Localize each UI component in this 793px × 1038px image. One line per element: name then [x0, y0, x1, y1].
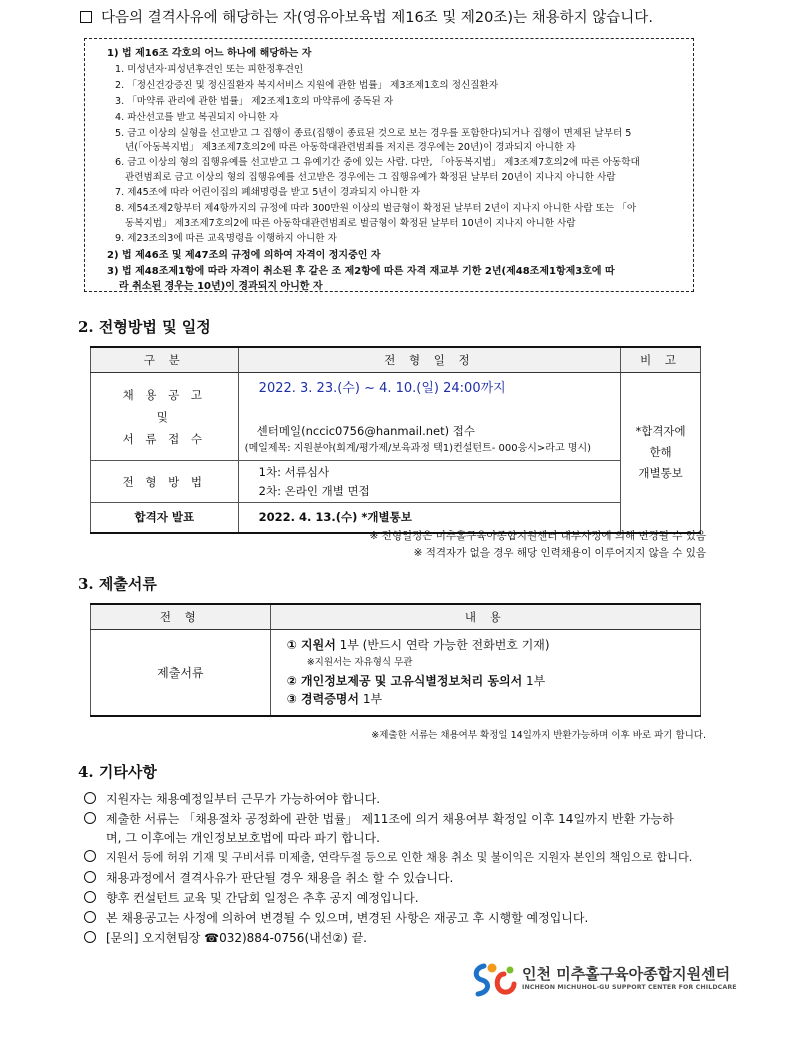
schedule-header-schedule: 전 형 일 정 [238, 347, 620, 373]
disq-item: 1. 미성년자·피성년후견인 또는 피한정후견인 [115, 64, 304, 75]
email-cell [238, 421, 620, 461]
circle-bullet-icon [84, 792, 96, 804]
reception-label: 채 용 공 고 [122, 387, 207, 402]
schedule-header-category: 구 분 [91, 347, 239, 373]
disq-item: 5. 금고 이상의 실형을 선고받고 그 집행이 종료(집행이 종료된 것으로 보는 경우를 포함한다)되거나 집행이 면제된 날부터 5 [115, 128, 632, 139]
remark-line: *합격자에 [635, 423, 686, 438]
org-name: 인천 미추홀구육아종합지원센터 [522, 965, 731, 983]
misc-item-text: 지원서 등에 허위 기재 및 구비서류 미제출, 연락두절 등으로 인한 채용 취소 및 불이익은 지원자 본인의 책임으로 합니다. [106, 851, 693, 864]
email-line: 센터메일(nccic0756@hanmail.net) 접수 [256, 424, 475, 439]
result-value: 2022. 4. 13.(수) *개별통보 [238, 503, 620, 533]
documents-note: ※제출한 서류는 채용여부 확정일 14일까지 반환가능하며 이후 바로 파기 합니다. [371, 730, 706, 741]
documents-list [270, 630, 700, 716]
disq-heading-3-cont: 라 취소된 경우는 10년)이 경과되지 아니한 자 [119, 281, 323, 292]
method-step-1: 1차: 서류심사 [258, 464, 330, 479]
schedule-note-2: ※ 적격자가 없을 경우 해당 인력채용이 이루어지지 않을 수 있음 [413, 547, 706, 559]
disq-heading-2: 2) 법 제46조 및 제47조의 규정에 의하여 자격이 정지중인 자 [107, 250, 381, 261]
disq-heading-1: 1) 법 제16조 각호의 어느 하나에 해당하는 자 [107, 48, 312, 59]
section-3-title: 3. 제출서류 [78, 575, 157, 593]
doc-3-rest: 1부 [359, 692, 383, 707]
misc-item-text: 본 채용공고는 사정에 의하여 변경될 수 있으며, 변경된 사항은 재공고 후 시행할 예정입니다. [106, 911, 589, 925]
doc-2-rest: 1부 [522, 674, 546, 689]
disqualification-box [84, 38, 694, 292]
circle-bullet-icon [84, 850, 96, 862]
period-cell [238, 373, 620, 421]
doc-1 [287, 636, 700, 654]
documents-table [90, 603, 701, 717]
misc-item [84, 869, 453, 886]
schedule-header-remark: 비 고 [621, 347, 701, 373]
circle-bullet-icon [84, 911, 96, 923]
reception-label: 및 [156, 409, 172, 424]
remark-line: 한해 [649, 444, 672, 459]
misc-item [84, 889, 419, 906]
misc-item-text: 제출한 서류는 「채용절차 공정화에 관한 법률」 제11조에 의거 채용여부 확정일 이후 14일까지 반환 가능하 [106, 812, 674, 826]
misc-item-text: [문의] 오지현팀장 ☎032)884-0756(내선②) 끝. [106, 931, 367, 945]
section-4-title: 4. 기타사항 [78, 763, 157, 781]
misc-item-text: 향후 컨설턴트 교육 및 간담회 일정은 추후 공지 예정입니다. [106, 891, 419, 905]
doc-2-title: ② 개인정보제공 및 고유식별정보처리 동의서 [286, 674, 523, 689]
org-logo [470, 960, 737, 1000]
org-logo-icon [470, 960, 520, 998]
schedule-table [90, 346, 701, 534]
application-period: 2022. 3. 23.(수) ~ 4. 10.(일) 24:00까지 [258, 381, 506, 396]
reception-label: 서 류 접 수 [122, 431, 207, 446]
disq-item: 2. 「정신건강증진 및 정신질환자 복지서비스 지원에 관한 법률」 제3조제1호의 정신질환자 [115, 80, 499, 91]
documents-label: 제출서류 [91, 630, 271, 716]
circle-bullet-icon [84, 931, 96, 943]
method-step-2: 2차: 온라인 개별 면접 [258, 483, 370, 498]
circle-bullet-icon [84, 871, 96, 883]
misc-item-cont: 며, 그 이후에는 개인정보보호법에 따라 파기 합니다. [106, 831, 380, 845]
disq-heading-3: 3) 법 제48조제1항에 따라 자격이 취소된 후 같은 조 제2항에 따른 자격 재교부 기한 2년(제48조제1항제3호에 따 [107, 266, 615, 277]
schedule-note-1: ※ 전형일정은 미추홀구육아종합지원센터 내부사정에 의해 변경될 수 있음 [369, 530, 706, 542]
doc-3 [287, 690, 700, 708]
doc-1-title: ① 지원서 [286, 638, 336, 653]
disq-item: 9. 제23조의3에 따른 교육명령을 이행하지 아니한 자 [115, 233, 337, 244]
documents-header-type: 전 형 [91, 604, 271, 630]
disq-item: 3. 「마약류 관리에 관한 법률」 제2조제1호의 마약류에 중독된 자 [115, 96, 394, 107]
disq-item-cont: 년(「아동복지법」 제3조제7호의2에 따른 아동학대관련범죄를 저지른 경우에는 20년)이 경과되지 아니한 자 [125, 142, 576, 153]
doc-3-title: ③ 경력증명서 [286, 692, 359, 707]
email-subject: (메일제목: 지원분야(회계/평가제/보육과정 택1)컨설턴트- 000응시>라고 명시) [244, 443, 592, 455]
disq-item: 4. 파산선고를 받고 복권되지 아니한 자 [115, 112, 279, 123]
result-label: 합격자 발표 [91, 503, 239, 533]
doc-2 [287, 672, 700, 690]
remark-cell [621, 373, 701, 533]
misc-item [84, 929, 367, 946]
method-label: 전 형 방 법 [91, 461, 239, 503]
circle-bullet-icon [84, 891, 96, 903]
intro-line [80, 6, 653, 27]
disq-item: 6. 금고 이상의 형의 집행유예를 선고받고 그 유예기간 중에 있는 사람. 다만, 「아동복지법」 제3조제7호의2에 따른 아동학대 [115, 157, 640, 168]
checkbox-square-icon [80, 11, 92, 23]
intro-text: 다음의 결격사유에 해당하는 자(영유아보육법 제16조 및 제20조)는 채용하지 않습니다. [101, 10, 653, 26]
doc-1-rest: 1부 (반드시 연락 가능한 전화번호 기재) [335, 638, 550, 653]
method-cell [238, 461, 620, 503]
org-name-en: INCHEON MICHUHOL-GU SUPPORT CENTER FOR CHILDCARE [522, 984, 737, 991]
disq-item-cont: 동복지법」 제3조제7호의2에 따른 아동학대관련범죄로 벌금형이 확정된 날부터 10년이 지나지 아니한 사람 [125, 218, 576, 229]
remark-line: 개별통보 [638, 465, 683, 480]
doc-1-note: ※지원서는 자유형식 무관 [306, 657, 413, 669]
disq-item-cont: 관련범죄로 금고 이상의 형의 집행유예를 선고받은 경우에는 그 집행유예가 확정된 날부터 20년이 지나지 아니한 사람 [125, 172, 616, 183]
misc-item [84, 849, 692, 865]
disq-item: 8. 제54조제2항부터 제4항까지의 규정에 따라 300만원 이상의 벌금형이 확정된 날부터 2년이 지나지 아니한 사람 또는 「아 [115, 203, 637, 214]
disq-item: 7. 제45조에 따라 어린이집의 폐쇄명령을 받고 5년이 경과되지 아니한 자 [115, 187, 421, 198]
misc-item [84, 790, 380, 807]
circle-bullet-icon [84, 812, 96, 824]
documents-header-content: 내 용 [270, 604, 700, 630]
misc-item [84, 810, 674, 827]
misc-item-text: 채용과정에서 결격사유가 판단될 경우 채용을 취소 할 수 있습니다. [106, 871, 454, 885]
section-2-title: 2. 전형방법 및 일정 [78, 318, 211, 336]
misc-item [84, 909, 588, 926]
misc-item-text: 지원자는 채용예정일부터 근무가 가능하여야 합니다. [106, 792, 381, 806]
reception-label-cell [91, 373, 239, 461]
